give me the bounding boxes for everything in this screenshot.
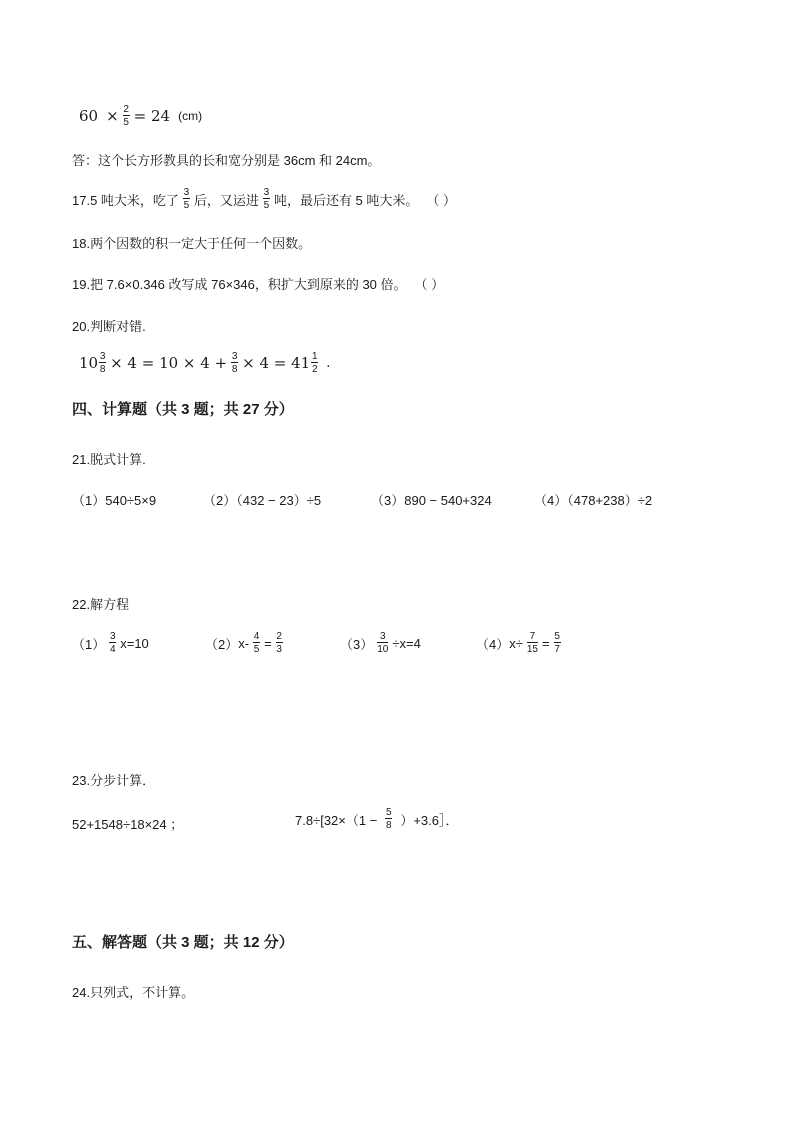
question-24: 24.只列式，不计算。 (72, 985, 195, 1000)
answer-blank[interactable]: （ ） (426, 192, 457, 208)
item-label: （2） (205, 636, 239, 652)
q21-item-4: （4）（478+238）÷2 (534, 493, 653, 508)
question-21: 21.脱式计算. (72, 452, 146, 467)
section-heading: 四、计算题（共 3 题；共 27 分） (72, 401, 294, 418)
q20-expression (79, 351, 330, 375)
expr-end: . (326, 355, 331, 371)
q17-text-2: 后，又运进 (193, 192, 259, 208)
solution-equation (79, 104, 202, 128)
q23-expression-1: 52+1548÷18×24 ； (72, 817, 184, 832)
fraction: $\frac{7}{15}$ (526, 631, 538, 655)
section-heading: 五、解答题（共 3 题；共 12 分） (72, 934, 294, 951)
item-text: ÷x=4 (392, 635, 421, 651)
fraction: $\frac{3}{4}$ (109, 631, 116, 655)
q17-text-1: 17.5 吨大米，吃了 (72, 192, 179, 208)
q23-expression-2 (295, 807, 458, 831)
q21-item-1: （1）540÷5×9 (72, 493, 157, 508)
fraction: $\frac{2}{5}$ (123, 104, 129, 128)
question-20: 20.判断对错. (72, 319, 146, 334)
item-text: x- (238, 635, 250, 651)
question-22: 22.解方程 (72, 597, 130, 612)
q21-item-2: （2）（432 − 23）÷5 (203, 493, 322, 508)
question-23: 23.分步计算． (72, 773, 156, 788)
q22-item-4 (476, 631, 565, 655)
expr-text: 7.8÷[32×（1 − (295, 812, 378, 828)
q22-item-3 (340, 631, 421, 655)
item-text: x÷ (509, 635, 523, 651)
item-text: = (542, 635, 550, 651)
expr-segment: × 4 = 41 (242, 354, 311, 372)
question-17 (72, 187, 456, 211)
answer-text: 答：这个长方形教具的长和宽分别是 36cm 和 24cm。 (72, 153, 381, 168)
q19-text: 19.把 7.6×0.346 改写成 76×346，积扩大到原来的 30 倍。 (72, 277, 407, 292)
fraction: $\frac{2}{3}$ (276, 631, 282, 655)
fraction: $\frac{1}{2}$ (311, 351, 318, 375)
fraction: $\frac{3}{5}$ (263, 187, 270, 211)
question-19 (72, 274, 444, 293)
item-text: = (264, 635, 272, 651)
fraction: $\frac{5}{7}$ (554, 631, 560, 655)
eq-left: 60 (79, 107, 99, 125)
item-text: x=10 (120, 635, 149, 651)
q22-item-1 (72, 631, 149, 655)
item-label: （1） (72, 636, 106, 652)
q21-item-3: （3）890 − 540+324 (371, 493, 492, 508)
item-label: （4） (476, 636, 510, 652)
eq-result: = 24 (133, 107, 171, 125)
fraction: $\frac{3}{10}$ (377, 631, 389, 655)
fraction: $\frac{3}{5}$ (183, 187, 190, 211)
fraction: $\frac{3}{8}$ (231, 351, 238, 375)
eq-unit: (cm) (178, 109, 203, 123)
question-18: 18.两个因数的积一定大于任何一个因数。 (72, 236, 312, 251)
item-label: （3） (340, 636, 374, 652)
expr-whole: 10 (79, 354, 99, 372)
fraction: $\frac{5}{8}$ (386, 807, 392, 831)
fraction: $\frac{4}{5}$ (253, 631, 260, 655)
expr-segment: × 4 = 10 × 4 + (110, 354, 228, 372)
q22-item-2 (205, 631, 287, 655)
fraction: $\frac{3}{8}$ (99, 351, 106, 375)
expr-text: ）+3.6］． (400, 812, 459, 828)
answer-blank[interactable]: （ ） (414, 277, 445, 292)
q17-text-3: 吨，最后还有 5 吨大米。 (273, 192, 419, 208)
times-sign: × (106, 107, 119, 125)
